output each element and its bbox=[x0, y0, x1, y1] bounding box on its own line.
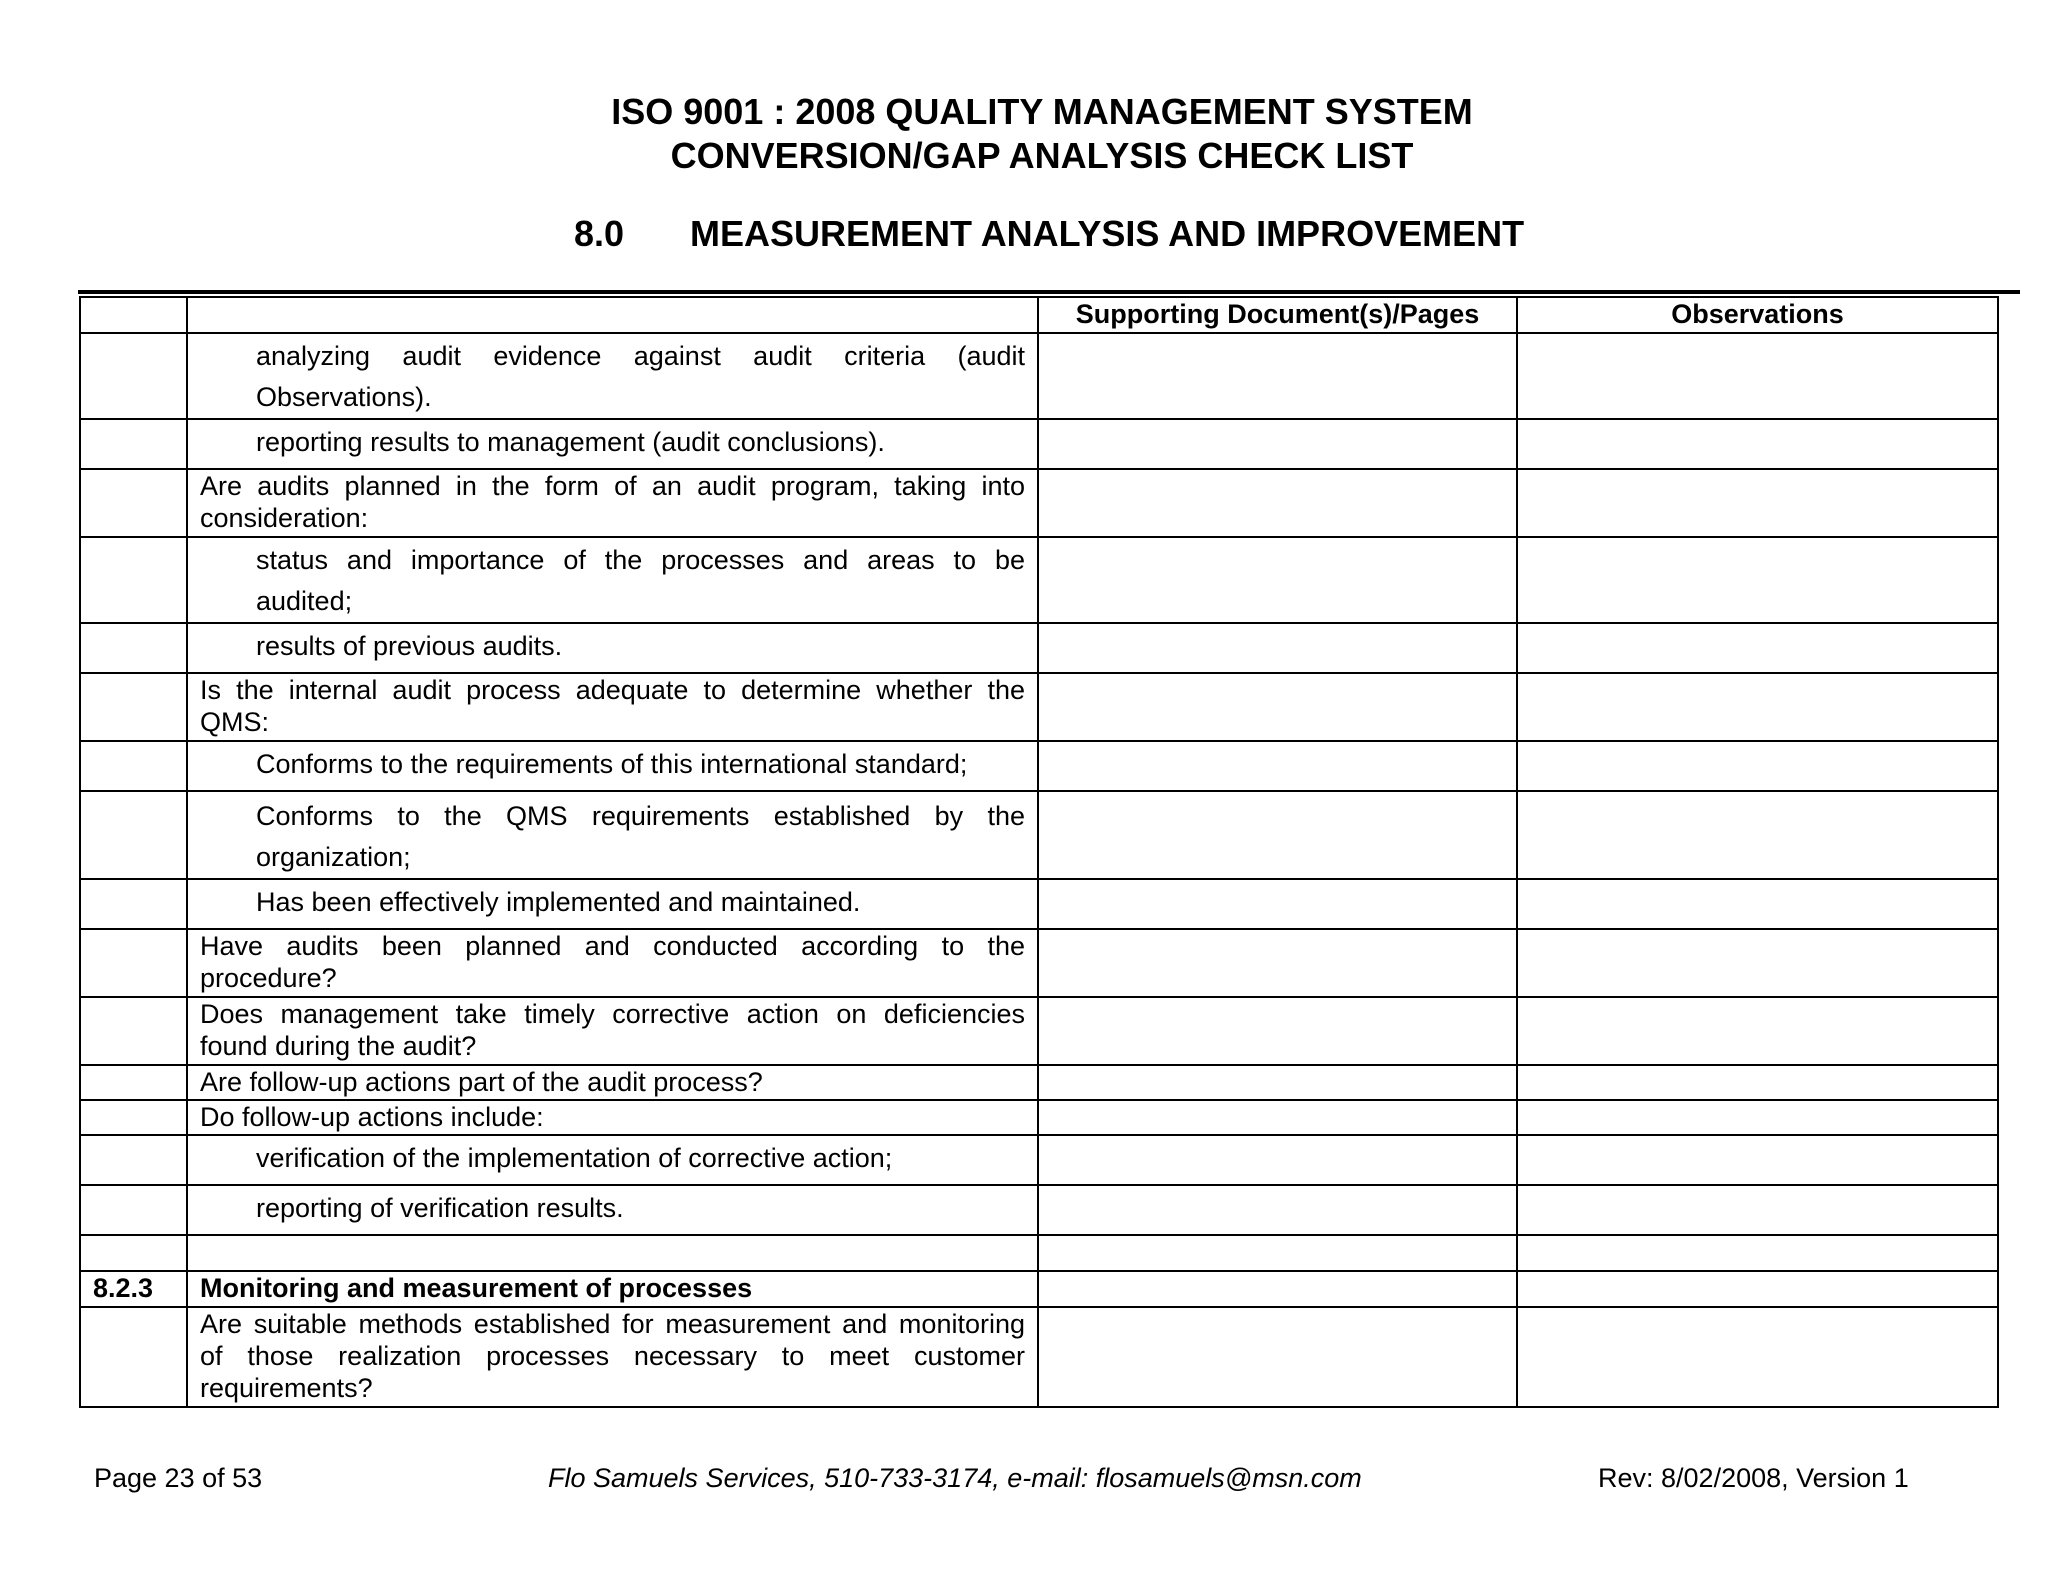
table-row bbox=[80, 791, 1998, 879]
supporting-docs-cell[interactable] bbox=[1038, 537, 1517, 623]
header-row bbox=[80, 297, 1998, 333]
observations-cell[interactable] bbox=[1517, 1065, 1998, 1100]
table-row bbox=[80, 997, 1998, 1065]
title-line-2: CONVERSION/GAP ANALYSIS CHECK LIST bbox=[670, 135, 1414, 176]
table-row bbox=[80, 1100, 1998, 1135]
row-number bbox=[80, 469, 187, 537]
row-number bbox=[80, 1235, 187, 1271]
row-question: Are audits planned in the form of an audit program, taking into consideration: bbox=[187, 469, 1038, 537]
row-question: verification of the implementation of corrective action; bbox=[187, 1135, 1038, 1185]
revision-info: Rev: 8/02/2008, Version 1 bbox=[1598, 1463, 1909, 1493]
row-question: reporting of verification results. bbox=[187, 1185, 1038, 1235]
observations-cell[interactable] bbox=[1517, 1135, 1998, 1185]
document-title bbox=[0, 90, 2048, 178]
table-row bbox=[80, 673, 1998, 741]
header-supporting-docs: Supporting Document(s)/Pages bbox=[1038, 297, 1517, 333]
supporting-docs-cell[interactable] bbox=[1038, 929, 1517, 997]
observations-cell[interactable] bbox=[1517, 537, 1998, 623]
supporting-docs-cell[interactable] bbox=[1038, 791, 1517, 879]
table-row bbox=[80, 1185, 1998, 1235]
table-row bbox=[80, 1135, 1998, 1185]
row-question: Are follow-up actions part of the audit process? bbox=[187, 1065, 1038, 1100]
observations-cell[interactable] bbox=[1517, 929, 1998, 997]
table-row bbox=[80, 623, 1998, 673]
table-row bbox=[80, 333, 1998, 419]
supporting-docs-cell[interactable] bbox=[1038, 673, 1517, 741]
supporting-docs-cell[interactable] bbox=[1038, 1135, 1517, 1185]
section-number: 8.0 bbox=[574, 213, 625, 254]
row-number bbox=[80, 537, 187, 623]
top-rule bbox=[78, 290, 2020, 294]
row-number: 8.2.3 bbox=[80, 1271, 187, 1307]
observations-cell[interactable] bbox=[1517, 741, 1998, 791]
header-observations: Observations bbox=[1517, 297, 1998, 333]
supporting-docs-cell[interactable] bbox=[1038, 419, 1517, 469]
table-row bbox=[80, 469, 1998, 537]
table-row bbox=[80, 741, 1998, 791]
table-row bbox=[80, 1235, 1998, 1271]
page-number: Page 23 of 53 bbox=[94, 1463, 263, 1493]
row-number bbox=[80, 673, 187, 741]
table-row bbox=[80, 419, 1998, 469]
supporting-docs-cell[interactable] bbox=[1038, 1185, 1517, 1235]
header-number bbox=[80, 297, 187, 333]
row-section-title: Monitoring and measurement of processes bbox=[187, 1271, 1038, 1307]
contact-info: Flo Samuels Services, 510-733-3174, e-mail: flosamuels@msn.com bbox=[548, 1463, 1362, 1493]
row-question: Has been effectively implemented and maintained. bbox=[187, 879, 1038, 929]
row-question: analyzing audit evidence against audit criteria (audit Observations). bbox=[187, 333, 1038, 419]
supporting-docs-cell[interactable] bbox=[1038, 741, 1517, 791]
supporting-docs-cell[interactable] bbox=[1038, 1307, 1517, 1407]
row-number bbox=[80, 1100, 187, 1135]
observations-cell[interactable] bbox=[1517, 1235, 1998, 1271]
supporting-docs-cell[interactable] bbox=[1038, 1065, 1517, 1100]
row-number bbox=[80, 791, 187, 879]
table-row bbox=[80, 879, 1998, 929]
observations-cell[interactable] bbox=[1517, 791, 1998, 879]
row-question bbox=[187, 1235, 1038, 1271]
row-question: Do follow-up actions include: bbox=[187, 1100, 1038, 1135]
observations-cell[interactable] bbox=[1517, 673, 1998, 741]
row-question: status and importance of the processes and areas to be audited; bbox=[187, 537, 1038, 623]
row-question: Is the internal audit process adequate to determine whether the QMS: bbox=[187, 673, 1038, 741]
row-number bbox=[80, 333, 187, 419]
checklist-table bbox=[79, 296, 1999, 1408]
section-heading bbox=[574, 212, 1524, 256]
table-row bbox=[80, 1065, 1998, 1100]
row-question: Have audits been planned and conducted according to the procedure? bbox=[187, 929, 1038, 997]
observations-cell[interactable] bbox=[1517, 1185, 1998, 1235]
row-number bbox=[80, 1065, 187, 1100]
row-number bbox=[80, 929, 187, 997]
supporting-docs-cell[interactable] bbox=[1038, 623, 1517, 673]
row-number bbox=[80, 879, 187, 929]
row-number bbox=[80, 1307, 187, 1407]
section-title: MEASUREMENT ANALYSIS AND IMPROVEMENT bbox=[690, 213, 1525, 254]
row-number bbox=[80, 623, 187, 673]
supporting-docs-cell[interactable] bbox=[1038, 1100, 1517, 1135]
observations-cell[interactable] bbox=[1517, 997, 1998, 1065]
title-line-1: ISO 9001 : 2008 QUALITY MANAGEMENT SYSTEM bbox=[611, 91, 1473, 132]
row-number bbox=[80, 741, 187, 791]
supporting-docs-cell[interactable] bbox=[1038, 1235, 1517, 1271]
row-number bbox=[80, 419, 187, 469]
row-question: Conforms to the requirements of this international standard; bbox=[187, 741, 1038, 791]
supporting-docs-cell[interactable] bbox=[1038, 469, 1517, 537]
section-row-8-2-3 bbox=[80, 1271, 1998, 1307]
observations-cell[interactable] bbox=[1517, 879, 1998, 929]
row-question: results of previous audits. bbox=[187, 623, 1038, 673]
table-row bbox=[80, 1307, 1998, 1407]
table-row bbox=[80, 537, 1998, 623]
row-question: Are suitable methods established for measurement and monitoring of those realization processes necessary to meet customer requirements? bbox=[187, 1307, 1038, 1407]
observations-cell[interactable] bbox=[1517, 469, 1998, 537]
row-question: Conforms to the QMS requirements established by the organization; bbox=[187, 791, 1038, 879]
observations-cell[interactable] bbox=[1517, 419, 1998, 469]
supporting-docs-cell[interactable] bbox=[1038, 879, 1517, 929]
supporting-docs-cell[interactable] bbox=[1038, 1271, 1517, 1307]
row-question: Does management take timely corrective action on deficiencies found during the audit? bbox=[187, 997, 1038, 1065]
observations-cell[interactable] bbox=[1517, 1307, 1998, 1407]
row-number bbox=[80, 997, 187, 1065]
row-number bbox=[80, 1185, 187, 1235]
observations-cell[interactable] bbox=[1517, 1100, 1998, 1135]
row-question: reporting results to management (audit conclusions). bbox=[187, 419, 1038, 469]
observations-cell[interactable] bbox=[1517, 1271, 1998, 1307]
header-question bbox=[187, 297, 1038, 333]
observations-cell[interactable] bbox=[1517, 623, 1998, 673]
supporting-docs-cell[interactable] bbox=[1038, 333, 1517, 419]
row-number bbox=[80, 1135, 187, 1185]
observations-cell[interactable] bbox=[1517, 333, 1998, 419]
supporting-docs-cell[interactable] bbox=[1038, 997, 1517, 1065]
table-row bbox=[80, 929, 1998, 997]
